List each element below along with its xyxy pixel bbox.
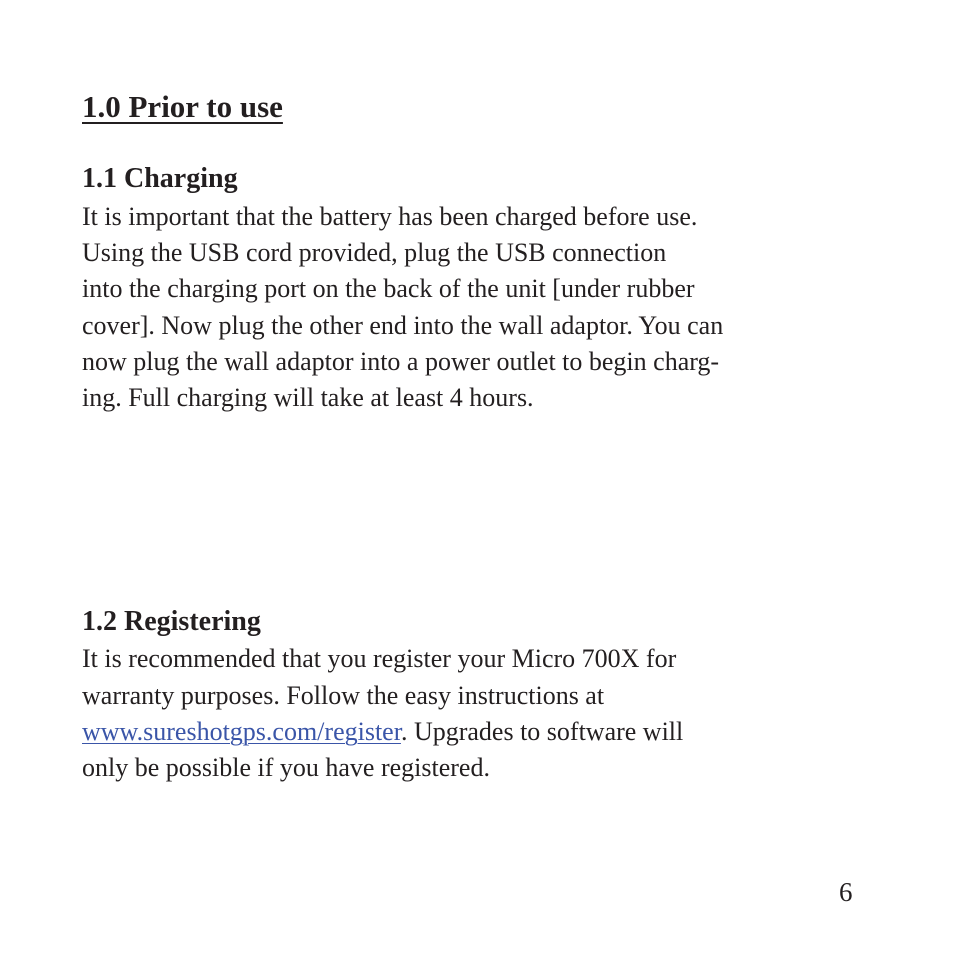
- charging-line: now plug the wall adaptor into a power outlet to begin charg-: [82, 347, 720, 376]
- section-title: 1.0 Prior to use: [82, 89, 283, 124]
- charging-line: into the charging port on the back of the unit [under rubber: [82, 274, 695, 303]
- charging-line: ing. Full charging will take at least 4 hours.: [82, 383, 534, 412]
- registering-line: only be possible if you have registered.: [82, 753, 490, 782]
- registering-line-rest: . Upgrades to software will: [400, 717, 684, 746]
- registering-line: [82, 716, 683, 748]
- charging-line: Using the USB cord provided, plug the USB connection: [82, 238, 667, 267]
- charging-line: cover]. Now plug the other end into the wall adaptor. You can: [82, 311, 724, 340]
- registering-heading: 1.2 Registering: [82, 606, 261, 637]
- charging-heading: 1.1 Charging: [82, 163, 238, 194]
- registering-line: It is recommended that you register your Micro 700X for: [82, 644, 677, 673]
- page-number: 6: [839, 877, 853, 907]
- registering-line: warranty purposes. Follow the easy instructions at: [82, 681, 605, 710]
- register-link[interactable]: www.sureshotgps.com/register: [82, 717, 401, 746]
- charging-line: It is important that the battery has been charged before use.: [82, 202, 698, 231]
